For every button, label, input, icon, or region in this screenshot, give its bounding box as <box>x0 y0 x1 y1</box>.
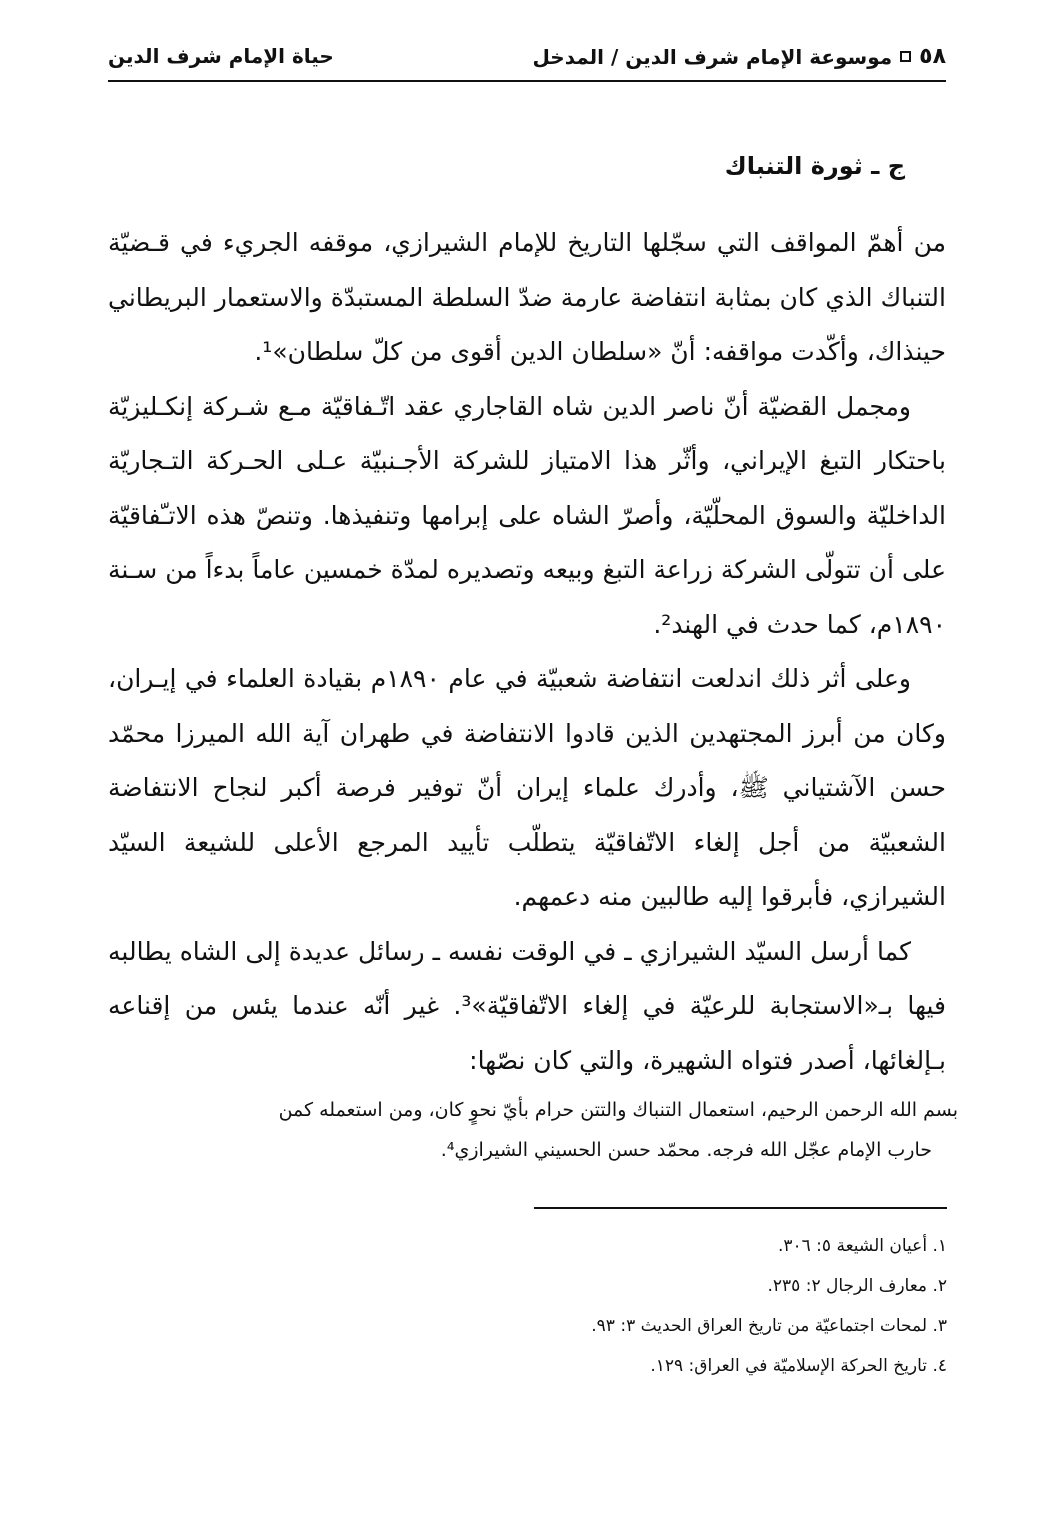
header-rule <box>108 80 946 82</box>
fatwa-line: حارب الإمام عجّل الله فرجه. محمّد حسن الحسيني الشيرازي⁴. <box>440 1139 932 1161</box>
footnote: ٢. معارف الرجال ٢: ٢٣٥. <box>767 1276 947 1296</box>
section-heading: ج ـ ثورة التنباك <box>724 152 905 180</box>
body-text <box>108 216 946 1088</box>
header-right <box>532 44 946 69</box>
paragraph: من أهمّ المواقف التي سجّلها التاريخ للإمام الشيرازي، موقفه الجريء في قـضيّة التنباك الذي كان بمثابة انتفاضة عارمة ضدّ السلطة المستبدّة والاستعمار البريطاني حينذاك، وأكّدت مواقفه: أنّ «سلطان الدين أقوى من كلّ سلطان»¹. <box>108 228 946 366</box>
footnote: ٤. تاريخ الحركة الإسلاميّة في العراق: ١٢٩. <box>650 1356 947 1376</box>
paragraph: ومجمل القضيّة أنّ ناصر الدين شاه القاجاري عقد اتّـفاقيّة مـع شـركة إنكـليزيّة باحتكار التبغ الإيراني، وأثّر هذا الامتياز للشركة الأجـنبيّة عـلى الحـركة التـجاريّة الداخليّة والسوق المحلّيّة، وأصرّ الشاه على إبرامها وتنفيذها. وتنصّ هذه الاتـّفاقيّة على أن تتولّى الشركة زراعة التبغ وبيعه وتصديره لمدّة خمسين عاماً بدءاً من سـنة ١٨٩٠م، كما حدث في الهند². <box>108 391 946 639</box>
running-header <box>108 38 946 82</box>
header-chapter-title: حياة الإمام شرف الدين <box>108 44 334 68</box>
paragraph: كما أرسل السيّد الشيرازي ـ في الوقت نفسه ـ رسائل عديدة إلى الشاه يطالبه فيها بـ«الاستجابة للرعيّة في إلغاء الاتّفاقيّة»³. غير أنّه عندما يئس من إقناعه بـإلغائها، أصدر فتواه الشهيرة، والتي كان نصّها: <box>108 936 946 1075</box>
square-ornament-icon <box>900 51 911 62</box>
header-book-title: موسوعة الإمام شرف الدين / المدخل <box>532 44 893 69</box>
footnotes <box>447 1226 947 1386</box>
footnote-separator <box>534 1207 947 1209</box>
fatwa-line: بسم الله الرحمن الرحيم، استعمال التنباك والتتن حرام بأيّ نحوٍ كان، ومن استعمله كمن <box>278 1099 958 1121</box>
footnote: ١. أعيان الشيعة ٥: ٣٠٦. <box>777 1236 947 1256</box>
paragraph: وعلى أثر ذلك اندلعت انتفاضة شعبيّة في عام ١٨٩٠م بقيادة العلماء في إيـران، وكان من أبرز المجتهدين الذين قادوا الانتفاضة في طهران آية الله الميرزا محمّد حسن الآشتياني ﷺ، وأدرك علماء إيران أنّ توفير فرصة أكبر لنجاح الانتفاضة الشعبيّة من أجل إلغاء الاتّفاقيّة يتطلّب تأييد المرجع الأعلى للشيعة السيّد الشيرازي، فأبرقوا إليه طالبين منه دعمهم. <box>108 664 946 911</box>
footnote: ٣. لمحات اجتماعيّة من تاريخ العراق الحديث ٣: ٩٣. <box>591 1316 947 1336</box>
fatwa-quote <box>108 1090 958 1170</box>
page-number: ٥٨ <box>919 44 946 69</box>
